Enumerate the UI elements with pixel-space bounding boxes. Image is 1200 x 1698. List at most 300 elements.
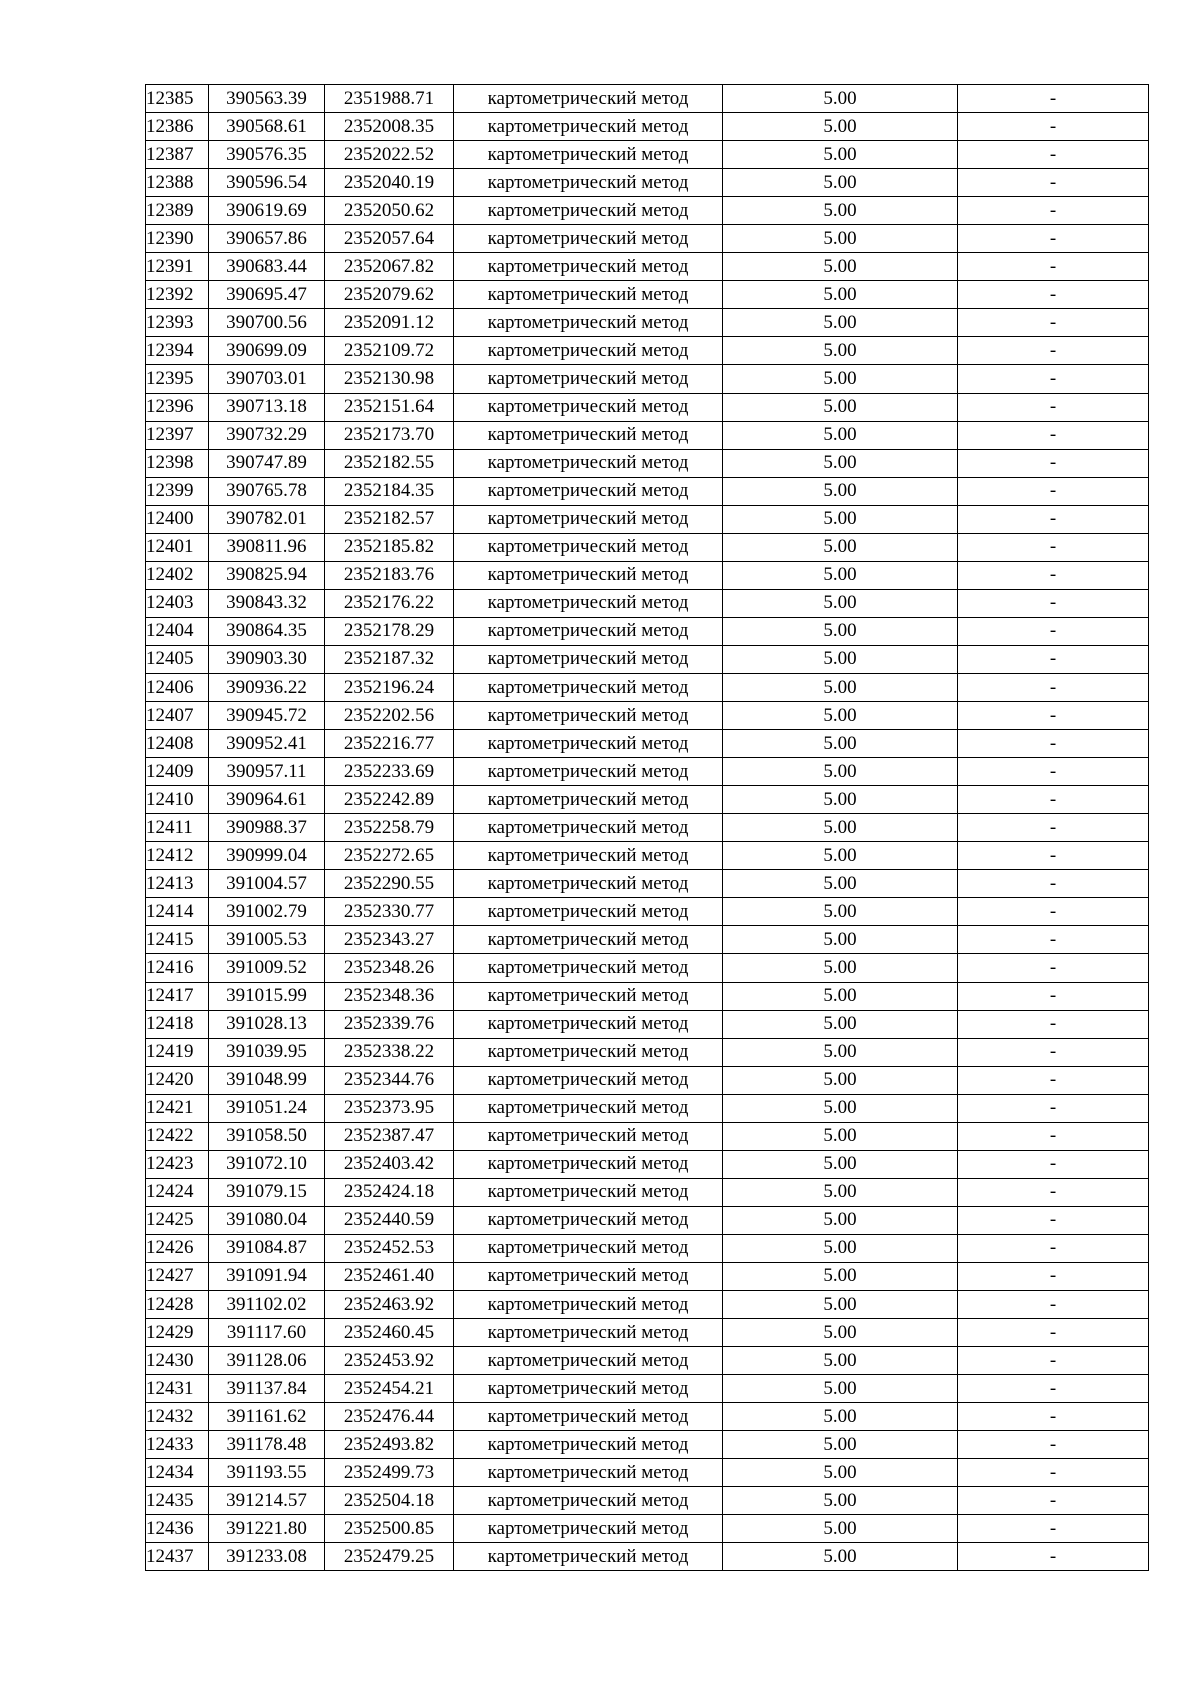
x-coordinate-cell: 390945.72 bbox=[209, 702, 325, 730]
point-number-cell: 12400 bbox=[146, 505, 209, 533]
method-cell: картометрический метод bbox=[454, 1291, 723, 1319]
accuracy-cell: 5.00 bbox=[723, 673, 958, 701]
point-number-cell: 12413 bbox=[146, 870, 209, 898]
accuracy-cell: 5.00 bbox=[723, 1291, 958, 1319]
point-number-cell: 12430 bbox=[146, 1347, 209, 1375]
method-cell: картометрический метод bbox=[454, 533, 723, 561]
table-row bbox=[146, 281, 1149, 309]
point-number-cell: 12415 bbox=[146, 926, 209, 954]
description-cell: - bbox=[958, 1515, 1149, 1543]
accuracy-cell: 5.00 bbox=[723, 1543, 958, 1571]
description-cell: - bbox=[958, 954, 1149, 982]
description-cell: - bbox=[958, 926, 1149, 954]
x-coordinate-cell: 391058.50 bbox=[209, 1122, 325, 1150]
table-row bbox=[146, 225, 1149, 253]
description-cell: - bbox=[958, 673, 1149, 701]
table-row bbox=[146, 1206, 1149, 1234]
y-coordinate-cell: 2352040.19 bbox=[325, 169, 454, 197]
accuracy-cell: 5.00 bbox=[723, 1066, 958, 1094]
x-coordinate-cell: 390864.35 bbox=[209, 617, 325, 645]
y-coordinate-cell: 2352460.45 bbox=[325, 1319, 454, 1347]
accuracy-cell: 5.00 bbox=[723, 1038, 958, 1066]
x-coordinate-cell: 391084.87 bbox=[209, 1234, 325, 1262]
y-coordinate-cell: 2352258.79 bbox=[325, 814, 454, 842]
method-cell: картометрический метод bbox=[454, 505, 723, 533]
y-coordinate-cell: 2352499.73 bbox=[325, 1459, 454, 1487]
x-coordinate-cell: 391048.99 bbox=[209, 1066, 325, 1094]
accuracy-cell: 5.00 bbox=[723, 1431, 958, 1459]
y-coordinate-cell: 2352022.52 bbox=[325, 141, 454, 169]
table-row bbox=[146, 870, 1149, 898]
x-coordinate-cell: 390964.61 bbox=[209, 786, 325, 814]
accuracy-cell: 5.00 bbox=[723, 842, 958, 870]
method-cell: картометрический метод bbox=[454, 982, 723, 1010]
table-row bbox=[146, 702, 1149, 730]
method-cell: картометрический метод bbox=[454, 1375, 723, 1403]
y-coordinate-cell: 2352182.55 bbox=[325, 449, 454, 477]
description-cell: - bbox=[958, 85, 1149, 113]
x-coordinate-cell: 391004.57 bbox=[209, 870, 325, 898]
accuracy-cell: 5.00 bbox=[723, 645, 958, 673]
accuracy-cell: 5.00 bbox=[723, 449, 958, 477]
description-cell: - bbox=[958, 253, 1149, 281]
accuracy-cell: 5.00 bbox=[723, 1094, 958, 1122]
accuracy-cell: 5.00 bbox=[723, 225, 958, 253]
accuracy-cell: 5.00 bbox=[723, 898, 958, 926]
point-number-cell: 12414 bbox=[146, 898, 209, 926]
method-cell: картометрический метод bbox=[454, 870, 723, 898]
y-coordinate-cell: 2352454.21 bbox=[325, 1375, 454, 1403]
accuracy-cell: 5.00 bbox=[723, 169, 958, 197]
point-number-cell: 12416 bbox=[146, 954, 209, 982]
point-number-cell: 12405 bbox=[146, 645, 209, 673]
y-coordinate-cell: 2352453.92 bbox=[325, 1347, 454, 1375]
description-cell: - bbox=[958, 617, 1149, 645]
description-cell: - bbox=[958, 477, 1149, 505]
description-cell: - bbox=[958, 1543, 1149, 1571]
table-row bbox=[146, 645, 1149, 673]
table-row bbox=[146, 1515, 1149, 1543]
point-number-cell: 12427 bbox=[146, 1262, 209, 1290]
y-coordinate-cell: 2352185.82 bbox=[325, 533, 454, 561]
x-coordinate-cell: 390695.47 bbox=[209, 281, 325, 309]
method-cell: картометрический метод bbox=[454, 842, 723, 870]
table-row bbox=[146, 589, 1149, 617]
y-coordinate-cell: 2352057.64 bbox=[325, 225, 454, 253]
table-row bbox=[146, 1066, 1149, 1094]
method-cell: картометрический метод bbox=[454, 197, 723, 225]
x-coordinate-cell: 391079.15 bbox=[209, 1178, 325, 1206]
y-coordinate-cell: 2352348.36 bbox=[325, 982, 454, 1010]
y-coordinate-cell: 2352182.57 bbox=[325, 505, 454, 533]
x-coordinate-cell: 390765.78 bbox=[209, 477, 325, 505]
description-cell: - bbox=[958, 505, 1149, 533]
accuracy-cell: 5.00 bbox=[723, 870, 958, 898]
table-row bbox=[146, 533, 1149, 561]
point-number-cell: 12424 bbox=[146, 1178, 209, 1206]
point-number-cell: 12410 bbox=[146, 786, 209, 814]
method-cell: картометрический метод bbox=[454, 1234, 723, 1262]
method-cell: картометрический метод bbox=[454, 113, 723, 141]
accuracy-cell: 5.00 bbox=[723, 113, 958, 141]
method-cell: картометрический метод bbox=[454, 898, 723, 926]
table-row bbox=[146, 449, 1149, 477]
table-row bbox=[146, 786, 1149, 814]
x-coordinate-cell: 391161.62 bbox=[209, 1403, 325, 1431]
point-number-cell: 12421 bbox=[146, 1094, 209, 1122]
description-cell: - bbox=[958, 113, 1149, 141]
table-row bbox=[146, 1431, 1149, 1459]
method-cell: картометрический метод bbox=[454, 1515, 723, 1543]
y-coordinate-cell: 2352173.70 bbox=[325, 421, 454, 449]
table-row bbox=[146, 1543, 1149, 1571]
description-cell: - bbox=[958, 169, 1149, 197]
description-cell: - bbox=[958, 421, 1149, 449]
accuracy-cell: 5.00 bbox=[723, 393, 958, 421]
method-cell: картометрический метод bbox=[454, 1150, 723, 1178]
accuracy-cell: 5.00 bbox=[723, 561, 958, 589]
x-coordinate-cell: 390700.56 bbox=[209, 309, 325, 337]
method-cell: картометрический метод bbox=[454, 421, 723, 449]
y-coordinate-cell: 2352151.64 bbox=[325, 393, 454, 421]
accuracy-cell: 5.00 bbox=[723, 926, 958, 954]
method-cell: картометрический метод bbox=[454, 281, 723, 309]
description-cell: - bbox=[958, 589, 1149, 617]
table-row bbox=[146, 730, 1149, 758]
accuracy-cell: 5.00 bbox=[723, 533, 958, 561]
method-cell: картометрический метод bbox=[454, 730, 723, 758]
method-cell: картометрический метод bbox=[454, 1038, 723, 1066]
accuracy-cell: 5.00 bbox=[723, 365, 958, 393]
description-cell: - bbox=[958, 1206, 1149, 1234]
x-coordinate-cell: 391128.06 bbox=[209, 1347, 325, 1375]
x-coordinate-cell: 391117.60 bbox=[209, 1319, 325, 1347]
method-cell: картометрический метод bbox=[454, 1122, 723, 1150]
method-cell: картометрический метод bbox=[454, 1262, 723, 1290]
table-row bbox=[146, 1347, 1149, 1375]
table-row bbox=[146, 898, 1149, 926]
x-coordinate-cell: 390747.89 bbox=[209, 449, 325, 477]
accuracy-cell: 5.00 bbox=[723, 1319, 958, 1347]
accuracy-cell: 5.00 bbox=[723, 786, 958, 814]
x-coordinate-cell: 391214.57 bbox=[209, 1487, 325, 1515]
accuracy-cell: 5.00 bbox=[723, 730, 958, 758]
description-cell: - bbox=[958, 842, 1149, 870]
point-number-cell: 12411 bbox=[146, 814, 209, 842]
method-cell: картометрический метод bbox=[454, 1094, 723, 1122]
accuracy-cell: 5.00 bbox=[723, 421, 958, 449]
y-coordinate-cell: 2352479.25 bbox=[325, 1543, 454, 1571]
y-coordinate-cell: 2352233.69 bbox=[325, 758, 454, 786]
x-coordinate-cell: 390843.32 bbox=[209, 589, 325, 617]
method-cell: картометрический метод bbox=[454, 1543, 723, 1571]
table-row bbox=[146, 1375, 1149, 1403]
method-cell: картометрический метод bbox=[454, 673, 723, 701]
description-cell: - bbox=[958, 141, 1149, 169]
table-row bbox=[146, 673, 1149, 701]
point-number-cell: 12388 bbox=[146, 169, 209, 197]
x-coordinate-cell: 391051.24 bbox=[209, 1094, 325, 1122]
method-cell: картометрический метод bbox=[454, 1403, 723, 1431]
point-number-cell: 12426 bbox=[146, 1234, 209, 1262]
x-coordinate-cell: 390568.61 bbox=[209, 113, 325, 141]
table-row bbox=[146, 197, 1149, 225]
accuracy-cell: 5.00 bbox=[723, 1234, 958, 1262]
point-number-cell: 12396 bbox=[146, 393, 209, 421]
table-row bbox=[146, 926, 1149, 954]
y-coordinate-cell: 2352050.62 bbox=[325, 197, 454, 225]
table-row bbox=[146, 561, 1149, 589]
y-coordinate-cell: 2352493.82 bbox=[325, 1431, 454, 1459]
table-row bbox=[146, 113, 1149, 141]
method-cell: картометрический метод bbox=[454, 1347, 723, 1375]
description-cell: - bbox=[958, 786, 1149, 814]
table-row bbox=[146, 85, 1149, 113]
point-number-cell: 12386 bbox=[146, 113, 209, 141]
accuracy-cell: 5.00 bbox=[723, 982, 958, 1010]
table-row bbox=[146, 393, 1149, 421]
description-cell: - bbox=[958, 758, 1149, 786]
method-cell: картометрический метод bbox=[454, 786, 723, 814]
point-number-cell: 12390 bbox=[146, 225, 209, 253]
description-cell: - bbox=[958, 1150, 1149, 1178]
y-coordinate-cell: 2352067.82 bbox=[325, 253, 454, 281]
table-row bbox=[146, 1234, 1149, 1262]
table-row bbox=[146, 477, 1149, 505]
y-coordinate-cell: 2352130.98 bbox=[325, 365, 454, 393]
point-number-cell: 12404 bbox=[146, 617, 209, 645]
point-number-cell: 12419 bbox=[146, 1038, 209, 1066]
point-number-cell: 12391 bbox=[146, 253, 209, 281]
y-coordinate-cell: 2352348.26 bbox=[325, 954, 454, 982]
description-cell: - bbox=[958, 533, 1149, 561]
x-coordinate-cell: 390576.35 bbox=[209, 141, 325, 169]
accuracy-cell: 5.00 bbox=[723, 197, 958, 225]
y-coordinate-cell: 2352008.35 bbox=[325, 113, 454, 141]
method-cell: картометрический метод bbox=[454, 1431, 723, 1459]
x-coordinate-cell: 391039.95 bbox=[209, 1038, 325, 1066]
point-number-cell: 12409 bbox=[146, 758, 209, 786]
description-cell: - bbox=[958, 898, 1149, 926]
accuracy-cell: 5.00 bbox=[723, 85, 958, 113]
table-row bbox=[146, 1291, 1149, 1319]
method-cell: картометрический метод bbox=[454, 814, 723, 842]
method-cell: картометрический метод bbox=[454, 926, 723, 954]
table-row bbox=[146, 617, 1149, 645]
description-cell: - bbox=[958, 1347, 1149, 1375]
accuracy-cell: 5.00 bbox=[723, 758, 958, 786]
table-row bbox=[146, 1459, 1149, 1487]
table-row bbox=[146, 1038, 1149, 1066]
x-coordinate-cell: 390657.86 bbox=[209, 225, 325, 253]
y-coordinate-cell: 2352338.22 bbox=[325, 1038, 454, 1066]
x-coordinate-cell: 391091.94 bbox=[209, 1262, 325, 1290]
y-coordinate-cell: 2352452.53 bbox=[325, 1234, 454, 1262]
accuracy-cell: 5.00 bbox=[723, 337, 958, 365]
x-coordinate-cell: 390952.41 bbox=[209, 730, 325, 758]
x-coordinate-cell: 390703.01 bbox=[209, 365, 325, 393]
point-number-cell: 12431 bbox=[146, 1375, 209, 1403]
y-coordinate-cell: 2352176.22 bbox=[325, 589, 454, 617]
point-number-cell: 12436 bbox=[146, 1515, 209, 1543]
point-number-cell: 12407 bbox=[146, 702, 209, 730]
y-coordinate-cell: 2352330.77 bbox=[325, 898, 454, 926]
y-coordinate-cell: 2352202.56 bbox=[325, 702, 454, 730]
point-number-cell: 12432 bbox=[146, 1403, 209, 1431]
description-cell: - bbox=[958, 1066, 1149, 1094]
method-cell: картометрический метод bbox=[454, 758, 723, 786]
point-number-cell: 12412 bbox=[146, 842, 209, 870]
accuracy-cell: 5.00 bbox=[723, 1347, 958, 1375]
point-number-cell: 12406 bbox=[146, 673, 209, 701]
y-coordinate-cell: 2352184.35 bbox=[325, 477, 454, 505]
method-cell: картометрический метод bbox=[454, 1319, 723, 1347]
point-number-cell: 12429 bbox=[146, 1319, 209, 1347]
description-cell: - bbox=[958, 337, 1149, 365]
description-cell: - bbox=[958, 1403, 1149, 1431]
table-row bbox=[146, 505, 1149, 533]
x-coordinate-cell: 390988.37 bbox=[209, 814, 325, 842]
table-row bbox=[146, 421, 1149, 449]
accuracy-cell: 5.00 bbox=[723, 1010, 958, 1038]
description-cell: - bbox=[958, 1094, 1149, 1122]
accuracy-cell: 5.00 bbox=[723, 1122, 958, 1150]
point-number-cell: 12417 bbox=[146, 982, 209, 1010]
x-coordinate-cell: 391072.10 bbox=[209, 1150, 325, 1178]
table-row bbox=[146, 253, 1149, 281]
description-cell: - bbox=[958, 702, 1149, 730]
accuracy-cell: 5.00 bbox=[723, 1403, 958, 1431]
y-coordinate-cell: 2352403.42 bbox=[325, 1150, 454, 1178]
point-number-cell: 12418 bbox=[146, 1010, 209, 1038]
y-coordinate-cell: 2352091.12 bbox=[325, 309, 454, 337]
table-row bbox=[146, 1487, 1149, 1515]
y-coordinate-cell: 2352343.27 bbox=[325, 926, 454, 954]
description-cell: - bbox=[958, 393, 1149, 421]
table-row bbox=[146, 1122, 1149, 1150]
y-coordinate-cell: 2352272.65 bbox=[325, 842, 454, 870]
method-cell: картометрический метод bbox=[454, 1487, 723, 1515]
y-coordinate-cell: 2352476.44 bbox=[325, 1403, 454, 1431]
x-coordinate-cell: 391002.79 bbox=[209, 898, 325, 926]
table-row bbox=[146, 365, 1149, 393]
point-number-cell: 12435 bbox=[146, 1487, 209, 1515]
method-cell: картометрический метод bbox=[454, 253, 723, 281]
method-cell: картометрический метод bbox=[454, 645, 723, 673]
method-cell: картометрический метод bbox=[454, 225, 723, 253]
x-coordinate-cell: 391233.08 bbox=[209, 1543, 325, 1571]
method-cell: картометрический метод bbox=[454, 449, 723, 477]
x-coordinate-cell: 390619.69 bbox=[209, 197, 325, 225]
table-row bbox=[146, 1262, 1149, 1290]
table-row bbox=[146, 1010, 1149, 1038]
point-number-cell: 12428 bbox=[146, 1291, 209, 1319]
x-coordinate-cell: 390683.44 bbox=[209, 253, 325, 281]
point-number-cell: 12394 bbox=[146, 337, 209, 365]
table-row bbox=[146, 758, 1149, 786]
point-number-cell: 12425 bbox=[146, 1206, 209, 1234]
point-number-cell: 12437 bbox=[146, 1543, 209, 1571]
description-cell: - bbox=[958, 281, 1149, 309]
y-coordinate-cell: 2352079.62 bbox=[325, 281, 454, 309]
y-coordinate-cell: 2352216.77 bbox=[325, 730, 454, 758]
x-coordinate-cell: 390811.96 bbox=[209, 533, 325, 561]
x-coordinate-cell: 391178.48 bbox=[209, 1431, 325, 1459]
x-coordinate-cell: 390999.04 bbox=[209, 842, 325, 870]
y-coordinate-cell: 2352178.29 bbox=[325, 617, 454, 645]
description-cell: - bbox=[958, 730, 1149, 758]
description-cell: - bbox=[958, 449, 1149, 477]
x-coordinate-cell: 391028.13 bbox=[209, 1010, 325, 1038]
point-number-cell: 12395 bbox=[146, 365, 209, 393]
y-coordinate-cell: 2352387.47 bbox=[325, 1122, 454, 1150]
description-cell: - bbox=[958, 309, 1149, 337]
accuracy-cell: 5.00 bbox=[723, 702, 958, 730]
description-cell: - bbox=[958, 1431, 1149, 1459]
table-row bbox=[146, 982, 1149, 1010]
y-coordinate-cell: 2352196.24 bbox=[325, 673, 454, 701]
y-coordinate-cell: 2352344.76 bbox=[325, 1066, 454, 1094]
point-number-cell: 12393 bbox=[146, 309, 209, 337]
description-cell: - bbox=[958, 1459, 1149, 1487]
y-coordinate-cell: 2352463.92 bbox=[325, 1291, 454, 1319]
method-cell: картометрический метод bbox=[454, 141, 723, 169]
method-cell: картометрический метод bbox=[454, 1178, 723, 1206]
point-number-cell: 12401 bbox=[146, 533, 209, 561]
table-row bbox=[146, 337, 1149, 365]
y-coordinate-cell: 2352424.18 bbox=[325, 1178, 454, 1206]
method-cell: картометрический метод bbox=[454, 954, 723, 982]
accuracy-cell: 5.00 bbox=[723, 1459, 958, 1487]
point-number-cell: 12408 bbox=[146, 730, 209, 758]
accuracy-cell: 5.00 bbox=[723, 1487, 958, 1515]
x-coordinate-cell: 390782.01 bbox=[209, 505, 325, 533]
description-cell: - bbox=[958, 365, 1149, 393]
y-coordinate-cell: 2351988.71 bbox=[325, 85, 454, 113]
x-coordinate-cell: 391137.84 bbox=[209, 1375, 325, 1403]
x-coordinate-cell: 391193.55 bbox=[209, 1459, 325, 1487]
x-coordinate-cell: 391102.02 bbox=[209, 1291, 325, 1319]
accuracy-cell: 5.00 bbox=[723, 505, 958, 533]
description-cell: - bbox=[958, 225, 1149, 253]
description-cell: - bbox=[958, 1010, 1149, 1038]
y-coordinate-cell: 2352339.76 bbox=[325, 1010, 454, 1038]
table-row bbox=[146, 1319, 1149, 1347]
accuracy-cell: 5.00 bbox=[723, 954, 958, 982]
accuracy-cell: 5.00 bbox=[723, 1150, 958, 1178]
table-row bbox=[146, 842, 1149, 870]
y-coordinate-cell: 2352440.59 bbox=[325, 1206, 454, 1234]
point-number-cell: 12434 bbox=[146, 1459, 209, 1487]
accuracy-cell: 5.00 bbox=[723, 1375, 958, 1403]
method-cell: картометрический метод bbox=[454, 702, 723, 730]
x-coordinate-cell: 391009.52 bbox=[209, 954, 325, 982]
point-number-cell: 12403 bbox=[146, 589, 209, 617]
description-cell: - bbox=[958, 1319, 1149, 1347]
table-row bbox=[146, 1178, 1149, 1206]
method-cell: картометрический метод bbox=[454, 169, 723, 197]
table-row bbox=[146, 814, 1149, 842]
accuracy-cell: 5.00 bbox=[723, 253, 958, 281]
table-row bbox=[146, 954, 1149, 982]
x-coordinate-cell: 390699.09 bbox=[209, 337, 325, 365]
method-cell: картометрический метод bbox=[454, 1459, 723, 1487]
x-coordinate-cell: 390732.29 bbox=[209, 421, 325, 449]
point-number-cell: 12422 bbox=[146, 1122, 209, 1150]
point-number-cell: 12399 bbox=[146, 477, 209, 505]
x-coordinate-cell: 391015.99 bbox=[209, 982, 325, 1010]
accuracy-cell: 5.00 bbox=[723, 141, 958, 169]
